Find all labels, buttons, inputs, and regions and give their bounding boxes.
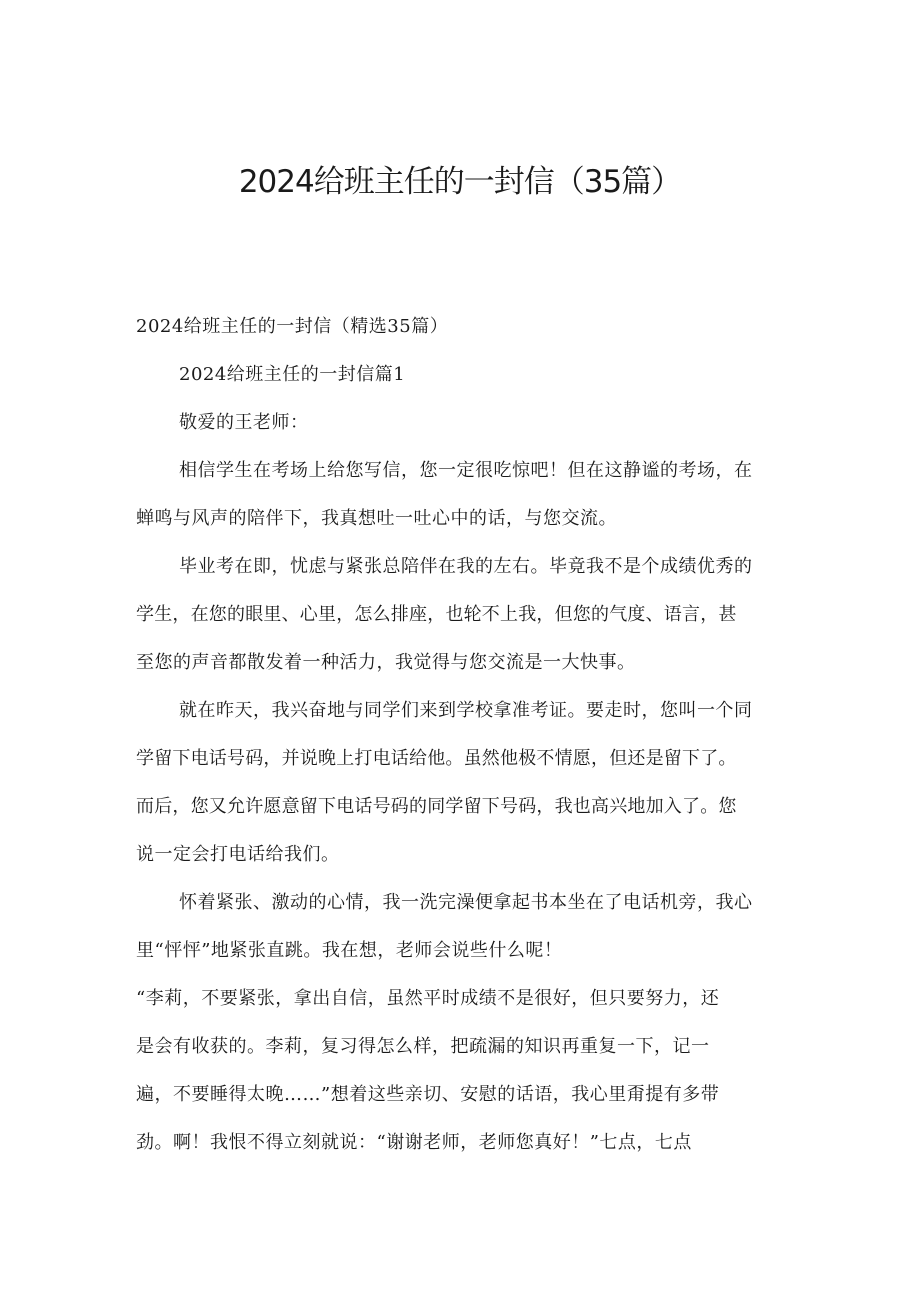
section-heading: 2024给班主任的一封信篇1 — [179, 364, 406, 385]
paragraph-line: 遍，不要睡得太晚……”想着这些亲切、安慰的话语，我心里甭提有多带 — [136, 1084, 720, 1105]
paragraph-line: 里“怦怦”地紧张直跳。我在想，老师会说些什么呢！ — [136, 940, 563, 961]
document-subtitle: 2024给班主任的一封信（精选35篇） — [136, 316, 449, 337]
paragraph-line: 蝉鸣与风声的陪伴下，我真想吐一吐心中的话，与您交流。 — [136, 508, 617, 529]
paragraph-line: 说一定会打电话给我们。 — [136, 844, 340, 865]
paragraph-line: 就在昨天，我兴奋地与同学们来到学校拿准考证。要走时，您叫一个同 — [179, 700, 753, 721]
paragraph-line: “李莉，不要紧张，拿出自信，虽然平时成绩不是很好，但只要努力，还 — [136, 988, 720, 1009]
paragraph-line: 而后，您又允许愿意留下电话号码的同学留下号码，我也高兴地加入了。您 — [136, 796, 737, 817]
paragraph-line: 相信学生在考场上给您写信，您一定很吃惊吧！但在这静谧的考场，在 — [179, 460, 753, 481]
document-body — [136, 311, 796, 1175]
document-title: 2024给班主任的一封信（35篇） — [238, 164, 682, 200]
paragraph-line: 是会有收获的。李莉，复习得怎么样，把疏漏的知识再重复一下，记一 — [136, 1036, 710, 1057]
paragraph-line: 学留下电话号码，并说晚上打电话给他。虽然他极不情愿，但还是留下了。 — [136, 748, 737, 769]
paragraph-line: 学生，在您的眼里、心里，怎么排座，也轮不上我，但您的气度、语言，甚 — [136, 604, 737, 625]
paragraph-line: 怀着紧张、激动的心情，我一洗完澡便拿起书本坐在了电话机旁，我心 — [179, 892, 753, 913]
salutation: 敬爱的王老师： — [179, 412, 309, 433]
paragraph-line: 毕业考在即，忧虑与紧张总陪伴在我的左右。毕竟我不是个成绩优秀的 — [179, 556, 753, 577]
paragraph-line: 劲。啊！我恨不得立刻就说：“谢谢老师，老师您真好！”七点，七点 — [136, 1132, 692, 1153]
paragraph-line: 至您的声音都散发着一种活力，我觉得与您交流是一大快事。 — [136, 652, 636, 673]
